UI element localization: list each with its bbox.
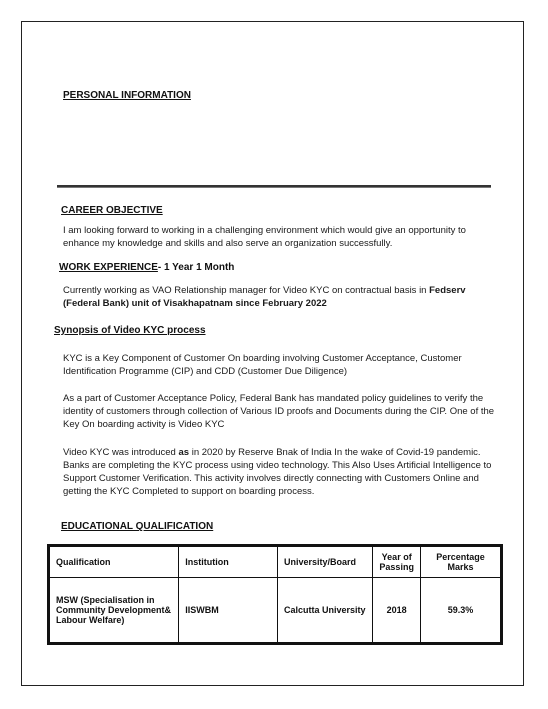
column-header-qualification: Qualification	[49, 546, 179, 578]
synopsis-heading: Synopsis of Video KYC process	[54, 325, 206, 336]
column-header-institution: Institution	[179, 546, 278, 578]
cell-university: Calcutta University	[277, 578, 372, 644]
column-header-university: University/Board	[277, 546, 372, 578]
column-header-percentage: Percentage Marks	[420, 546, 501, 578]
work-experience-heading	[59, 262, 234, 273]
synopsis-paragraph-1: KYC is a Key Component of Customer On boarding involving Customer Acceptance, Customer Identification Programme (CIP) and CDD (Customer Due Diligence)	[63, 353, 462, 377]
education-table-header-row	[49, 546, 502, 578]
synopsis-p3-start: Video KYC was introduced	[63, 447, 179, 458]
synopsis-paragraph-2: As a part of Customer Acceptance Policy, Federal Bank has mandated policy guidelines to verify the identity of customers through collection of Various ID proofs and Documents during the CIP. One of the Key On boarding activity is Video KYC	[63, 393, 495, 430]
section-divider	[57, 185, 491, 188]
work-experience-text-bold: Fedserv (Federal Bank) unit of Visakhapatnam since February 2022	[63, 285, 466, 309]
career-objective-text: I am looking forward to working in a challenging environment which would give an opportunity to enhance my knowledge and skills and also serve an organization successfully.	[63, 225, 466, 249]
synopsis-p3-bold: as	[178, 447, 190, 458]
work-experience-text	[63, 284, 495, 310]
work-experience-text-plain: Currently working as VAO Relationship manager for Video KYC on contractual basis in	[63, 285, 430, 296]
column-header-year: Year of Passing	[373, 546, 421, 578]
cell-year: 2018	[373, 578, 421, 644]
cell-percentage: 59.3%	[420, 578, 501, 644]
cell-institution: IISWBM	[179, 578, 278, 644]
educational-qualification-heading: EDUCATIONAL QUALIFICATION	[61, 521, 214, 532]
education-table	[47, 544, 503, 645]
personal-information-heading: PERSONAL INFORMATION	[63, 90, 191, 101]
career-objective-heading: CAREER OBJECTIVE	[61, 205, 163, 216]
synopsis-paragraph-3	[63, 446, 499, 498]
work-experience-title: WORK EXPERIENCE	[59, 262, 158, 273]
table-row	[49, 578, 502, 644]
work-experience-duration: - 1 Year 1 Month	[157, 262, 235, 273]
cell-qualification: MSW (Specialisation in Community Development& Labour Welfare)	[49, 578, 179, 644]
synopsis-p3-rest: in 2020 by Reserve Bnak of India In the wake of Covid-19 pandemic. Banks are completing the KYC process using video technology. This Also Uses Artificial Intelligence to Support Customer Verification. This activity involves directly connecting with Customers Online and getting the KYC Completed to support on boarding process.	[63, 447, 492, 497]
